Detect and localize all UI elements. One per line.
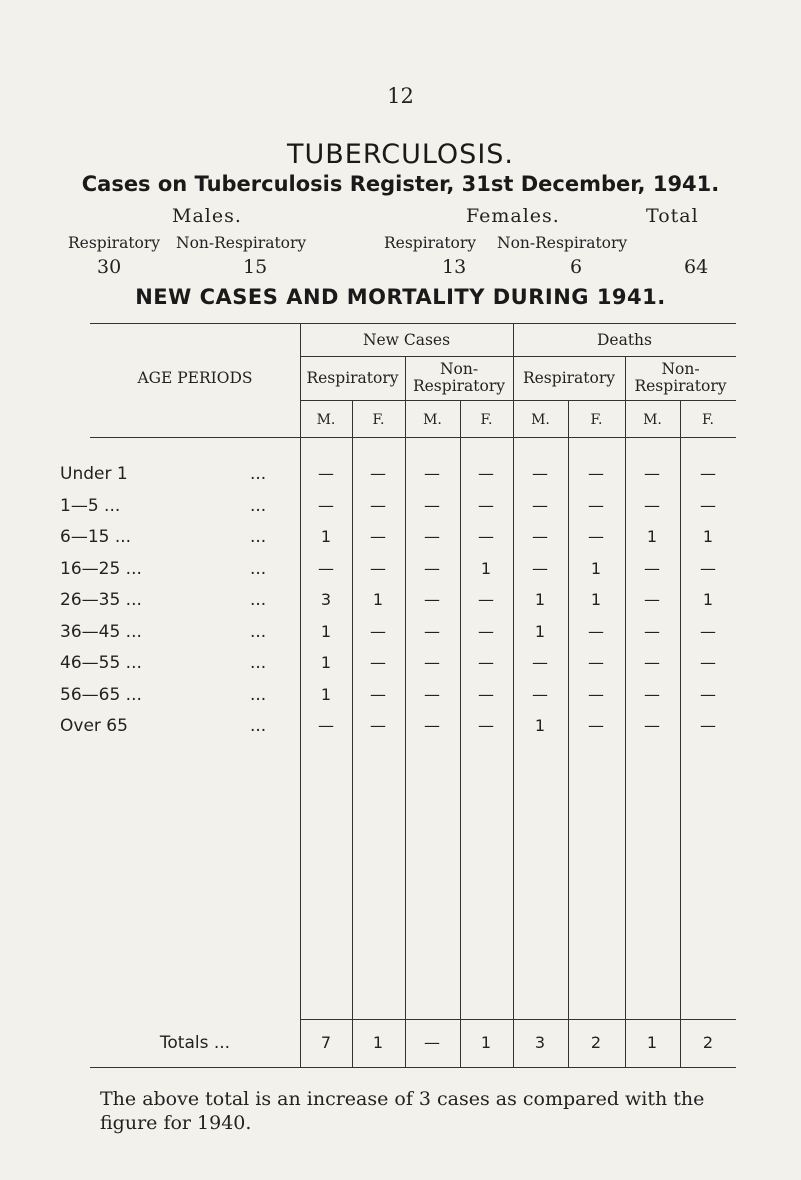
table-cell: — (424, 653, 440, 672)
totals-cell: 3 (534, 1033, 546, 1052)
nc-resp-header: Respiratory (306, 369, 399, 387)
table-cell: — (424, 495, 440, 515)
total-value: 64 (684, 256, 709, 278)
table-cell: 1 (590, 590, 602, 609)
deaths-header: Deaths (596, 331, 652, 349)
table-cell: 1 (320, 527, 332, 546)
male-resp-label: Respiratory (68, 234, 161, 252)
table-cell: — (478, 527, 494, 546)
row-dots: ... (250, 716, 267, 736)
register-subtitle: Cases on Tuberculosis Register, 31st December, 1941. (81, 172, 720, 196)
table-cell: — (532, 464, 548, 483)
age-period-label: Over 65 (60, 716, 128, 736)
table-cell: 1 (534, 590, 546, 609)
d-nonresp-header-1: Non- (661, 360, 700, 378)
age-period-label: 46—55 ... (60, 653, 142, 673)
table-cell: — (370, 495, 386, 515)
col-f-1: F. (372, 412, 385, 428)
table-cell: 1 (534, 621, 546, 641)
col-m-3: M. (531, 412, 550, 428)
age-period-label: 6—15 ... (60, 527, 132, 547)
males-label: Males. (172, 205, 242, 227)
table-cell: — (588, 716, 604, 735)
table-cell: — (424, 590, 440, 609)
table-cell: — (700, 464, 716, 483)
col-m-1: M. (316, 412, 336, 428)
row-dots: ... (250, 590, 267, 610)
table-cell: — (532, 653, 548, 672)
col-f-2: F. (480, 412, 493, 428)
female-nonresp-label: Non-Respiratory (497, 234, 628, 252)
table-cell: — (424, 527, 440, 546)
totals-cell: — (424, 1033, 440, 1052)
table-cell: — (478, 653, 494, 672)
row-dots: ... (250, 495, 267, 516)
table-cell: — (370, 684, 386, 704)
page-title: TUBERCULOSIS. (286, 139, 515, 170)
table-cell: — (700, 684, 716, 704)
totals-cell: 1 (372, 1033, 384, 1052)
table-cell: — (370, 464, 386, 483)
table-cell: — (644, 558, 660, 578)
table-cell: 1 (534, 716, 546, 735)
totals-cell: 2 (590, 1033, 602, 1052)
table-cell: — (478, 684, 494, 704)
table-cell: — (588, 621, 604, 641)
table-cell: 1 (372, 590, 384, 609)
table-cell: 1 (480, 558, 492, 578)
footer-note: The above total is an increase of 3 cases as compared with the figure for 1940. (100, 1088, 705, 1134)
table-cell: — (588, 653, 604, 672)
col-m-4: M. (643, 412, 662, 428)
row-dots: ... (250, 684, 267, 705)
table-cell: — (588, 495, 604, 515)
table-cell: — (318, 558, 334, 578)
table-cell: — (532, 684, 548, 704)
females-label: Females. (466, 205, 560, 227)
col-f-4: F. (702, 412, 714, 428)
table-cell: — (478, 464, 494, 483)
page-number: 12 (387, 84, 414, 108)
col-f-3: F. (590, 412, 603, 428)
table-cell: — (424, 621, 440, 641)
table-cell: — (588, 684, 604, 704)
table-cell: — (478, 716, 494, 735)
row-dots: ... (250, 464, 267, 484)
section-title: NEW CASES AND MORTALITY DURING 1941. (135, 285, 666, 309)
table-cell: — (318, 716, 334, 735)
totals-cell: 2 (702, 1033, 714, 1052)
table-cell: — (478, 621, 494, 641)
totals-cell: 1 (480, 1033, 492, 1052)
nc-nonresp-header-2: Respiratory (412, 377, 506, 395)
row-dots: ... (250, 527, 267, 547)
age-period-label: 56—65 ... (60, 684, 142, 705)
table-cell: — (532, 527, 548, 546)
table-cell: — (644, 590, 660, 609)
row-dots: ... (250, 621, 267, 642)
age-period-label: 1—5 ... (60, 495, 121, 516)
table-cell: — (424, 464, 440, 483)
row-dots: ... (250, 653, 267, 673)
table-cell: — (370, 716, 386, 735)
age-period-label: Under 1 (60, 464, 128, 484)
age-period-label: 36—45 ... (60, 621, 142, 642)
row-dots: ... (250, 558, 267, 579)
table-cell: — (424, 558, 440, 578)
male-nonresp-label: Non-Respiratory (176, 234, 307, 252)
new-cases-header: New Cases (362, 331, 451, 349)
total-label: Total (646, 205, 699, 227)
d-resp-header: Respiratory (522, 369, 616, 387)
table-cell: — (370, 527, 386, 546)
table-cell: — (318, 464, 334, 483)
table-cell: 1 (320, 684, 332, 704)
table-cell: 1 (590, 558, 602, 578)
table-cell: — (644, 621, 660, 641)
table-cell: — (700, 621, 716, 641)
table-cell: 1 (702, 590, 714, 609)
table-cell: — (370, 558, 386, 578)
table-cell: — (370, 621, 386, 641)
table-cell: — (644, 495, 660, 515)
age-period-label: 16—25 ... (60, 558, 142, 579)
totals-cell: 1 (646, 1033, 658, 1052)
table-cell: — (644, 653, 660, 672)
age-periods-header: AGE PERIODS (137, 369, 253, 387)
male-nonresp-value: 15 (243, 256, 268, 278)
col-m-2: M. (423, 412, 442, 428)
table-cell: — (532, 495, 548, 515)
table-cell: — (700, 653, 716, 672)
table-cell: 1 (320, 621, 332, 641)
nc-nonresp-header-1: Non- (439, 360, 479, 378)
female-resp-label: Respiratory (384, 234, 477, 252)
table-cell: 1 (702, 527, 714, 546)
table-cell: — (700, 716, 716, 735)
table-cell: — (588, 464, 604, 483)
table-cell: — (424, 716, 440, 735)
table-cell: — (318, 495, 334, 515)
table-cell: 3 (320, 590, 332, 609)
d-nonresp-header-2: Respiratory (634, 377, 727, 395)
table-cell: — (644, 464, 660, 483)
table-cell: 1 (320, 653, 332, 672)
female-nonresp-value: 6 (570, 256, 583, 278)
table-cell: — (644, 716, 660, 735)
table-cell: 1 (646, 527, 658, 546)
table-cell: — (478, 495, 494, 515)
table-cell: — (370, 653, 386, 672)
table-cell: — (700, 495, 716, 515)
table-cell: — (532, 558, 548, 578)
table-cell: — (588, 527, 604, 546)
totals-label: Totals ... (159, 1033, 231, 1053)
table-cell: — (700, 558, 716, 578)
age-period-label: 26—35 ... (60, 590, 142, 610)
male-resp-value: 30 (97, 256, 122, 278)
totals-cell: 7 (320, 1033, 332, 1052)
table-cell: — (478, 590, 494, 609)
table-cell: — (424, 684, 440, 704)
female-resp-value: 13 (442, 256, 467, 278)
table-cell: — (644, 684, 660, 704)
